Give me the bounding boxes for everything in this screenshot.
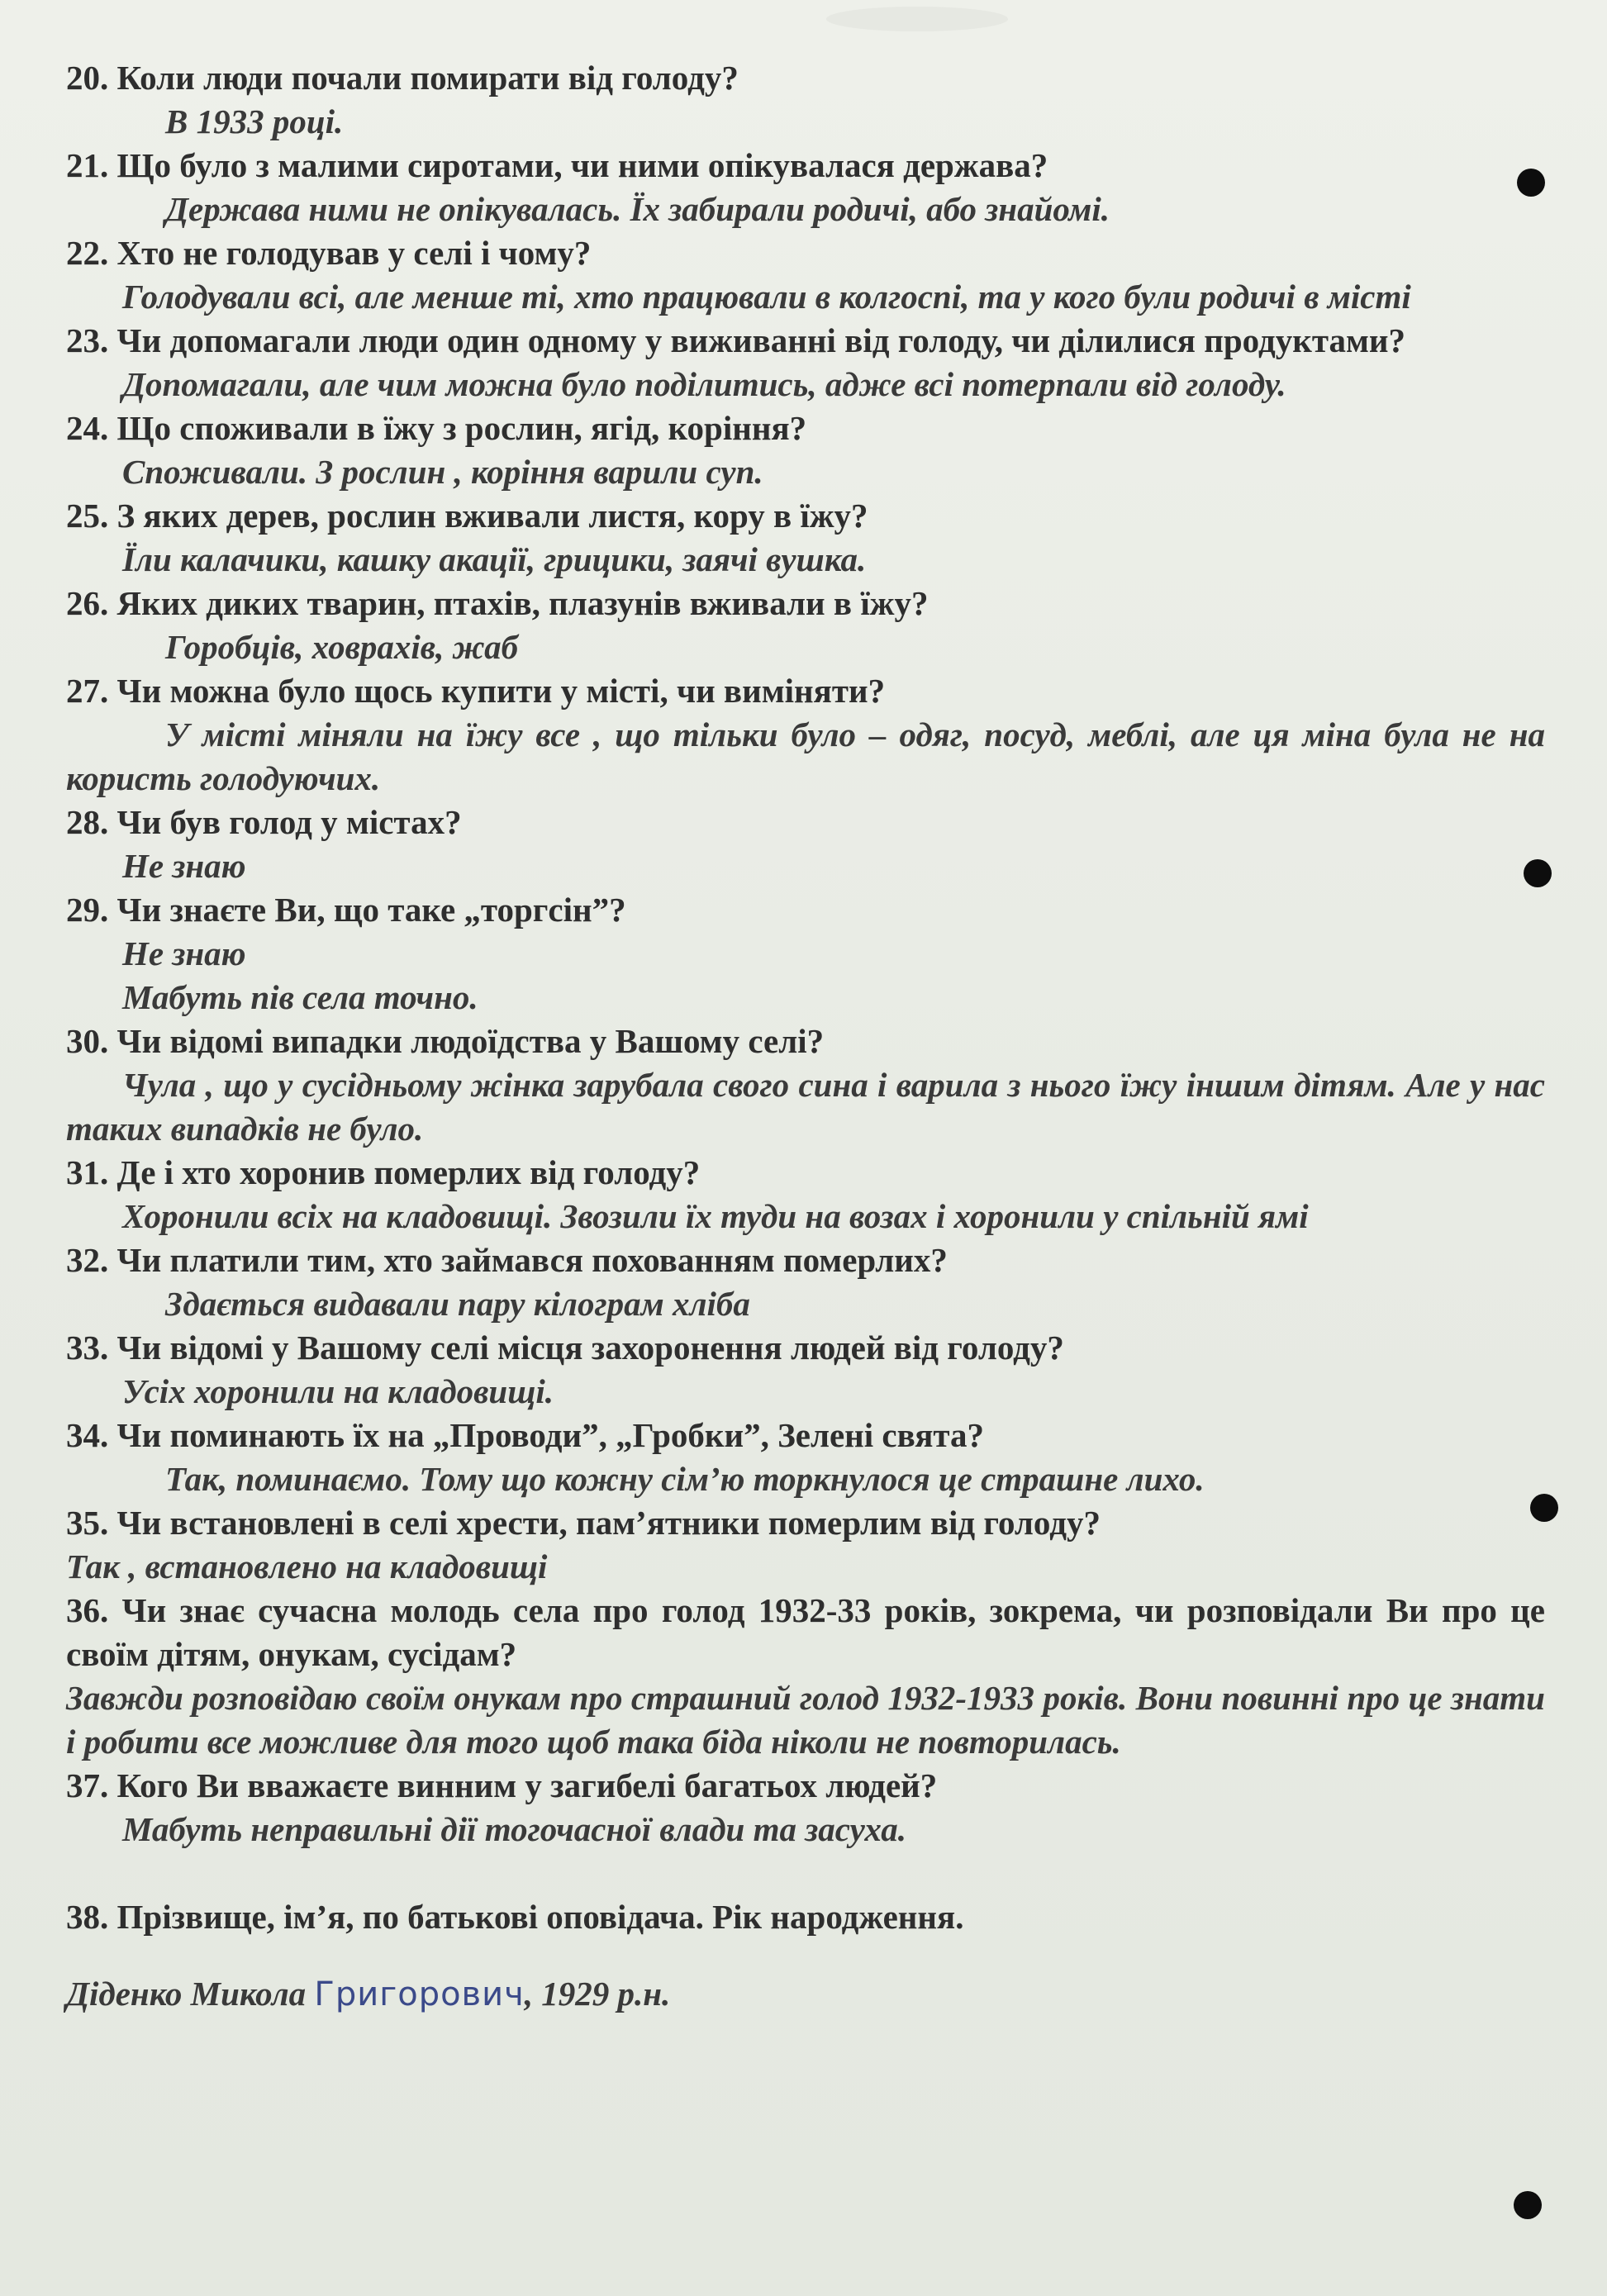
question-27: 27. Чи можна було щось купити у місті, чи виміняти? (66, 672, 886, 710)
spacer (66, 1852, 1545, 1895)
answer-32: Здається видавали пару кілограм хліба (165, 1285, 750, 1323)
question-29: 29. Чи знаєте Ви, що таке „торгсін”? (66, 891, 626, 929)
question-23: 23. Чи допомагали люди один одному у виживанні від голоду, чи ділилися продуктами? (66, 321, 1406, 359)
answer-35: Так , встановлено на кладовищі (66, 1547, 548, 1585)
answer-20: В 1933 році. (165, 102, 344, 140)
answer-37: Мабуть неправильні дії тогочасної влади та засуха. (122, 1810, 907, 1848)
narrator-signature-line (66, 1972, 1545, 2017)
answer-27: У місті міняли на їжу все , що тільки було – одяг, посуд, меблі, але ця міна була не на користь голодуючих. (66, 715, 1545, 797)
question-22: 22. Хто не голодував у селі і чому? (66, 234, 592, 272)
question-35: 35. Чи встановлені в селі хрести, пам’ятники померлим від голоду? (66, 1504, 1101, 1542)
question-38: 38. Прізвище, ім’я, по батькові оповідача. Рік народження. (66, 1898, 964, 1936)
punch-hole (1530, 1494, 1558, 1522)
answer-29: Не знаю (122, 934, 246, 972)
question-36: 36. Чи знає сучасна молодь села про голод 1932-33 років, зокрема, чи розповідали Ви про це своїм дітям, онукам, сусідам? (66, 1591, 1545, 1673)
question-21: 21. Що було з малими сиротами, чи ними опікувалася держава? (66, 146, 1048, 184)
question-32: 32. Чи платили тим, хто займався похованням померлих? (66, 1241, 948, 1279)
answer-25: Їли калачики, кашку акації, грицики, заячі вушка. (122, 540, 867, 578)
paper-smudge (826, 7, 1008, 31)
answer-29-extra: Мабуть пів села точно. (122, 978, 478, 1016)
question-31: 31. Де і хто хоронив померлих від голоду? (66, 1153, 701, 1191)
answer-23: Допомагали, але чим можна було поділитись, адже всі потерпали від голоду. (122, 365, 1286, 403)
spacer (66, 1939, 1545, 1972)
answer-33: Усіх хоронили на кладовищі. (122, 1372, 554, 1410)
birth-year: , 1929 р.н. (524, 1975, 671, 2013)
answer-31: Хоронили всіх на кладовищі. Звозили їх туди на возах і хоронили у спільній ямі (122, 1197, 1309, 1235)
answer-30: Чула , що у сусідньому жінка зарубала свого сина і варила з нього їжу іншим дітям. Але у нас таких випадків не було. (66, 1066, 1545, 1148)
question-24: 24. Що споживали в їжу з рослин, ягід, коріння? (66, 409, 807, 447)
question-25: 25. З яких дерев, рослин вживали листя, кору в їжу? (66, 497, 868, 535)
question-33: 33. Чи відомі у Вашому селі місця захоронення людей від голоду? (66, 1329, 1064, 1367)
answer-21: Держава ними не опікувалась. Їх забирали родичі, або знайомі. (165, 190, 1110, 228)
question-34: 34. Чи поминають їх на „Проводи”, „Гробки”, Зелені свята? (66, 1416, 985, 1454)
question-20: 20. Коли люди почали помирати від голоду? (66, 59, 739, 97)
answer-34: Так, поминаємо. Тому що кожну сім’ю торкнулося це страшне лихо. (165, 1460, 1205, 1498)
punch-hole (1517, 169, 1545, 197)
answer-26: Горобців, ховрахів, жаб (165, 628, 519, 666)
punch-hole (1514, 2191, 1542, 2219)
handwritten-patronymic: Григорович (314, 1975, 525, 2013)
punch-hole (1524, 859, 1552, 887)
question-26: 26. Яких диких тварин, птахів, плазунів вживали в їжу? (66, 584, 929, 622)
answer-28: Не знаю (122, 847, 246, 885)
answer-24: Споживали. З рослин , коріння варили суп. (122, 453, 763, 491)
answer-36: Завжди розповідаю своїм онукам про страшний голод 1932-1933 років. Вони повинні про це знати і робити все можливе для того щоб така біда ніколи не повторилась. (66, 1679, 1545, 1761)
question-37: 37. Кого Ви вважаєте винним у загибелі багатьох людей? (66, 1766, 938, 1804)
answer-22: Голодували всі, але менше ті, хто працювали в колгоспі, та у кого були родичі в місті (122, 278, 1411, 316)
question-28: 28. Чи був голод у містах? (66, 803, 462, 841)
question-30: 30. Чи відомі випадки людоїдства у Вашому селі? (66, 1022, 825, 1060)
narrator-name: Діденко Микола (66, 1975, 315, 2013)
questionnaire-body (66, 56, 1545, 2017)
